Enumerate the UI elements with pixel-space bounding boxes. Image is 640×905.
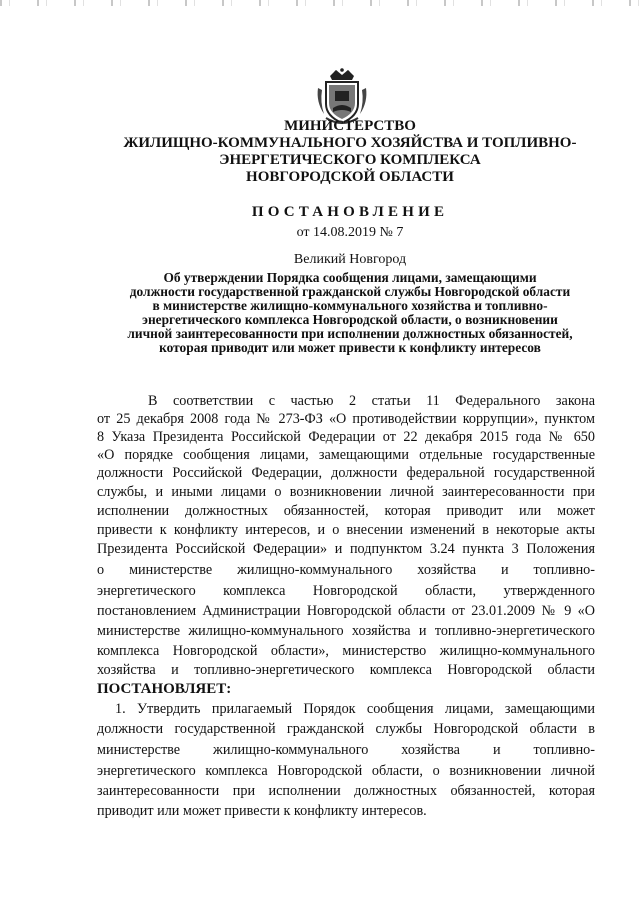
clause-1-line: министерстве жилищно-коммунального хозяйства и топливно- <box>97 742 595 758</box>
clause-1-line: заинтересованности при исполнении должностных обязанностей, которая <box>97 783 595 799</box>
preamble-line: постановлением Администрации Новгородской области от 23.01.2009 № 9 «О <box>97 603 595 619</box>
preamble-line: хозяйства и топливно-энергетического комплекса Новгородской области <box>97 662 595 678</box>
subject-line: которая приводит или может привести к конфликту интересов <box>159 340 541 355</box>
resolves-heading: ПОСТАНОВЛЯЕТ: <box>97 681 232 697</box>
preamble-line: 8 Указа Президента Российской Федерации от 22 декабря 2015 года № 650 <box>97 429 595 445</box>
preamble-line: привести к конфликту интересов, и о внесении изменений в некоторые акты <box>97 522 595 538</box>
subject-line: энергетического комплекса Новгородской области, о возникновении <box>142 312 558 327</box>
clause-1-line: должности государственной гражданской службы Новгородской области в <box>97 721 595 737</box>
preamble-line: «О порядке сообщения лицами, замещающими отдельные государственные <box>97 447 595 463</box>
clause-1-line: 1. Утвердить прилагаемый Порядок сообщения лицами, замещающими <box>115 701 595 717</box>
clause-1-line: приводит или может привести к конфликту интересов. <box>97 803 427 819</box>
preamble-line: о министерстве жилищно-коммунального хозяйства и топливно- <box>97 562 595 578</box>
scan-artifact <box>0 0 640 6</box>
preamble-line: министерстве жилищно-коммунального хозяйства и топливно-энергетического <box>97 623 595 639</box>
subject-line: Об утверждении Порядка сообщения лицами, замещающими <box>163 270 537 285</box>
document-city: Великий Новгород <box>293 252 407 267</box>
preamble-line: службы, и иными лицами о возникновении личной заинтересованности при <box>97 484 595 500</box>
document-date-number: от 14.08.2019 № 7 <box>296 225 404 240</box>
subject-line: личной заинтересованности при исполнении должностных обязанностей, <box>127 326 573 341</box>
ministry-name-line-3: ЭНЕРГЕТИЧЕСКОГО КОМПЛЕКСА <box>219 152 481 168</box>
coat-of-arms-emblem <box>316 66 368 126</box>
preamble-line: от 25 декабря 2008 года № 273-ФЗ «О противодействии коррупции», пунктом <box>97 411 595 427</box>
preamble-line: комплекса Новгородской области», министерство жилищно-коммунального <box>97 643 595 659</box>
preamble-line: Президента Российской Федерации» и подпунктом 3.24 пункта 3 Положения <box>97 541 595 557</box>
preamble-line: исполнении должностных обязанностей, которая приводит или может <box>97 503 595 519</box>
clause-1-line: энергетического комплекса Новгородской области, о возникновении личной <box>97 763 595 779</box>
preamble-line: должности Российской Федерации, должности федеральной государственной <box>97 465 595 481</box>
preamble-line: энергетического комплекса Новгородской области, утвержденного <box>97 583 595 599</box>
ministry-name-line-1: МИНИСТЕРСТВО <box>284 118 416 134</box>
subject-line: должности государственной гражданской службы Новгородской области <box>129 284 571 299</box>
ministry-name-line-4: НОВГОРОДСКОЙ ОБЛАСТИ <box>246 169 454 185</box>
subject-line: в министерстве жилищно-коммунального хозяйства и топливно- <box>152 298 548 313</box>
preamble-line: В соответствии с частью 2 статьи 11 Федерального закона <box>148 393 595 409</box>
document-type-title: ПОСТАНОВЛЕНИЕ <box>251 204 449 220</box>
ministry-name-line-2: ЖИЛИЩНО-КОММУНАЛЬНОГО ХОЗЯЙСТВА И ТОПЛИВНО- <box>123 135 577 151</box>
